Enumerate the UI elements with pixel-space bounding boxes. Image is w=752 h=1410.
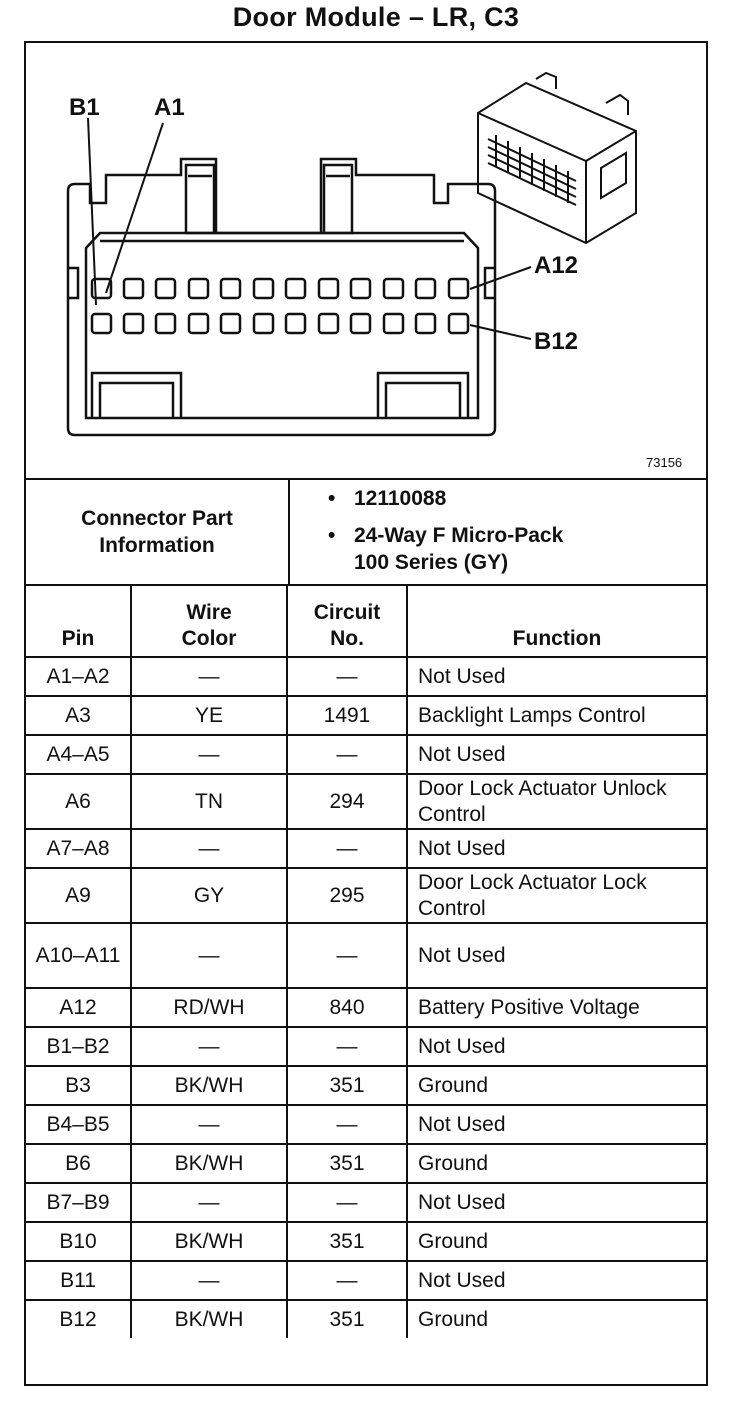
table-row [26,868,706,923]
circuit-cell: 351 [287,1066,407,1105]
pin-cell: A4–A5 [26,735,131,774]
function-cell: Not Used [407,923,706,988]
label-b1: B1 [69,94,100,121]
function-cell: Door Lock Actuator Unlock Control [407,774,706,829]
circuit-cell: 840 [287,988,407,1027]
wire-color-cell: RD/WH [131,988,287,1027]
connector-info-label-line1: Connector Part [81,507,233,530]
header-pin: Pin [26,585,131,657]
function-cell: Ground [407,1066,706,1105]
wire-color-cell: — [131,1261,287,1300]
table-row [26,923,706,988]
pin-cell: B12 [26,1300,131,1338]
function-cell: Not Used [407,1105,706,1144]
circuit-cell: — [287,1261,407,1300]
function-cell: Not Used [407,829,706,868]
connector-description-line1: 24-Way F Micro-Pack [354,524,564,547]
pin-cell: A1–A2 [26,657,131,696]
circuit-cell: 351 [287,1222,407,1261]
wire-color-cell: GY [131,868,287,923]
circuit-cell: — [287,923,407,988]
table-header-row [26,585,706,657]
function-cell: Not Used [407,657,706,696]
wire-color-cell: — [131,657,287,696]
wire-color-cell: — [131,1027,287,1066]
bullet-marker: • [328,524,336,547]
function-cell: Ground [407,1300,706,1338]
connector-face-svg [26,43,706,478]
wire-color-cell: — [131,829,287,868]
pin-cell: B4–B5 [26,1105,131,1144]
function-cell: Backlight Lamps Control [407,696,706,735]
connector-info-label [26,480,290,584]
table-row [26,1183,706,1222]
wire-color-cell: BK/WH [131,1300,287,1338]
table-row [26,696,706,735]
circuit-cell: 295 [287,868,407,923]
connector-description-line2: 100 Series (GY) [354,551,509,574]
wire-color-cell: YE [131,696,287,735]
pin-cell: B11 [26,1261,131,1300]
table-row [26,1066,706,1105]
pin-cell: B7–B9 [26,1183,131,1222]
connector-info-label-line2: Information [99,534,215,557]
wire-color-cell: — [131,1183,287,1222]
pin-cell: A9 [26,868,131,923]
pin-rows [26,657,706,1338]
table-row [26,1261,706,1300]
function-cell: Not Used [407,1261,706,1300]
connector-info-values [288,480,706,584]
pin-cell: A7–A8 [26,829,131,868]
pin-cell: B1–B2 [26,1027,131,1066]
table-row [26,735,706,774]
pin-table [26,584,706,1338]
header-wire-color: Wire Color [131,585,287,657]
pin-cell: B6 [26,1144,131,1183]
bullet-marker: • [328,487,336,510]
function-cell: Not Used [407,735,706,774]
wire-color-cell: — [131,1105,287,1144]
function-cell: Battery Positive Voltage [407,988,706,1027]
circuit-cell: 1491 [287,696,407,735]
pin-cell: B10 [26,1222,131,1261]
circuit-cell: 351 [287,1144,407,1183]
table-row [26,829,706,868]
table-row [26,1222,706,1261]
pin-cell: A10–A11 [26,923,131,988]
part-number: 12110088 [354,487,447,510]
figure-number: 73156 [646,455,683,470]
pin-cell: A3 [26,696,131,735]
circuit-cell: — [287,829,407,868]
function-cell: Ground [407,1144,706,1183]
wire-color-cell: — [131,735,287,774]
wire-color-cell: BK/WH [131,1144,287,1183]
function-cell: Door Lock Actuator Lock Control [407,868,706,923]
label-a12: A12 [534,252,579,279]
table-row [26,774,706,829]
function-cell: Ground [407,1222,706,1261]
circuit-cell: — [287,1105,407,1144]
label-a1: A1 [154,94,185,121]
function-cell: Not Used [407,1027,706,1066]
label-b12: B12 [534,328,579,355]
page-title: Door Module – LR, C3 [232,2,520,32]
header-function: Function [407,585,706,657]
connector-part-information [26,478,706,584]
wire-color-cell: BK/WH [131,1066,287,1105]
circuit-cell: 351 [287,1300,407,1338]
table-row [26,1027,706,1066]
wire-color-cell: BK/WH [131,1222,287,1261]
connector-iso-icon [478,73,636,243]
header-circuit-no: Circuit No. [287,585,407,657]
table-row [26,988,706,1027]
table-row [26,1144,706,1183]
pin-cell: A6 [26,774,131,829]
wire-color-cell: — [131,923,287,988]
connector-diagram [26,43,706,478]
circuit-cell: 294 [287,774,407,829]
circuit-cell: — [287,657,407,696]
wire-color-cell: TN [131,774,287,829]
function-cell: Not Used [407,1183,706,1222]
circuit-cell: — [287,1027,407,1066]
circuit-cell: — [287,1183,407,1222]
table-row [26,1105,706,1144]
circuit-cell: — [287,735,407,774]
table-row [26,1300,706,1338]
pin-cell: A12 [26,988,131,1027]
table-row [26,657,706,696]
pin-cell: B3 [26,1066,131,1105]
